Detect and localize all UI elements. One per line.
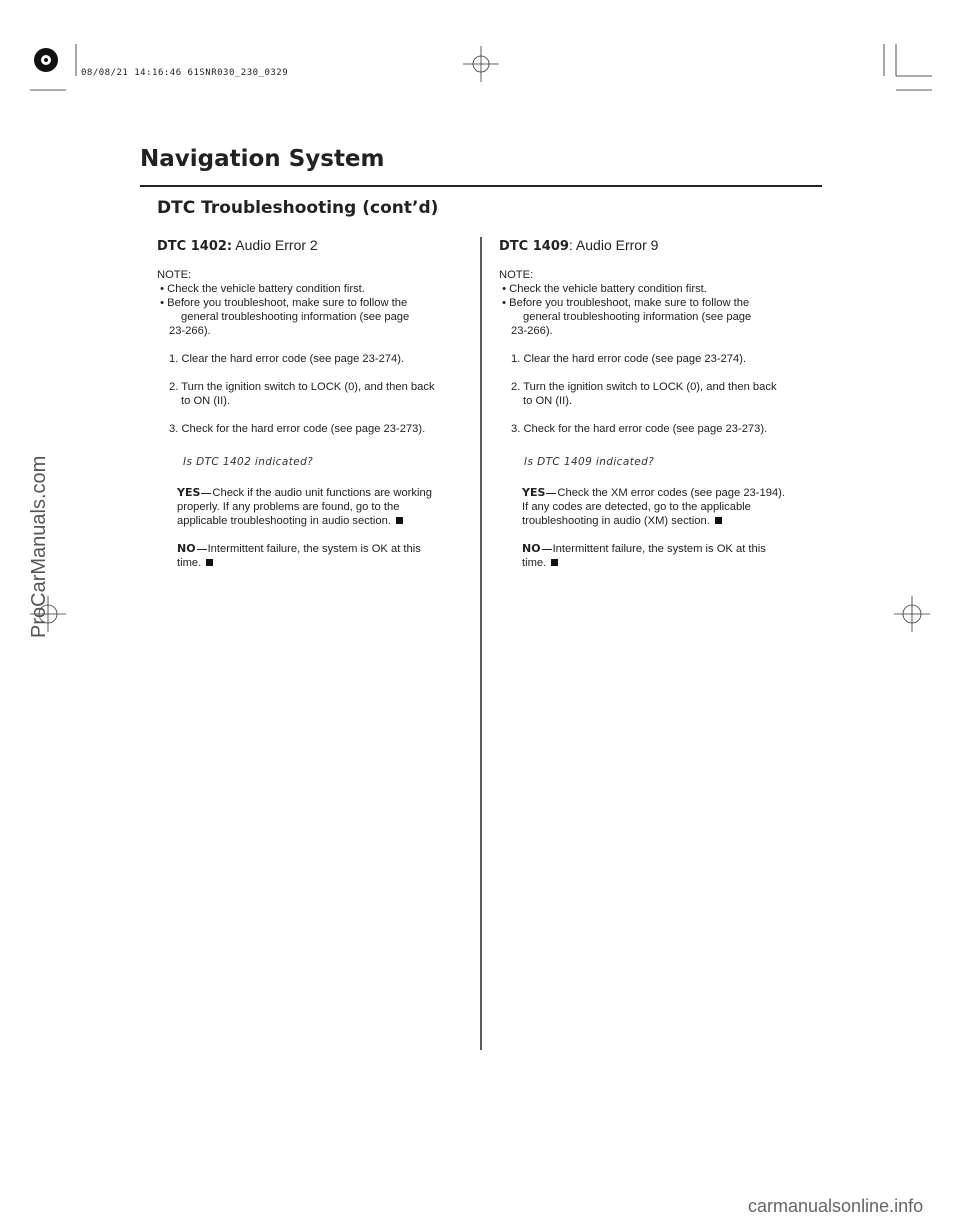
end-of-procedure-icon [551,559,558,566]
right-step-3: 3. Check for the hard error code (see page 23-273). [511,423,768,435]
right-yes-text-2: If any codes are detected, go to the applicable [522,501,751,513]
right-step-1: 1. Clear the hard error code (see page 23-274). [511,353,747,365]
right-dtc-heading [499,237,658,254]
right-no-answer [522,542,822,570]
left-yes-text-2: properly. If any problems are found, go to the [177,501,400,513]
left-yes-answer [177,486,477,528]
right-dtc-code: DTC 1409 [499,239,569,254]
left-note-label: NOTE: [157,269,192,281]
left-step-1: 1. Clear the hard error code (see page 23-274). [169,353,405,365]
right-yes-text-3: troubleshooting in audio (XM) section. [522,515,710,527]
bottom-watermark: carmanualsonline.info [748,1196,924,1216]
page-title: Navigation System [140,146,385,172]
left-note-bullet-2-cont: general troubleshooting information (see page [181,311,410,323]
left-dtc-heading [157,237,318,254]
right-note-bullet-2-page: 23-266). [511,325,553,337]
right-no-dash [542,549,552,550]
right-question: Is DTC 1409 indicated? [524,456,655,468]
left-procedure [157,268,472,436]
right-note-label: NOTE: [499,269,534,281]
right-note-bullet-1: • Check the vehicle battery condition first. [499,283,707,295]
crosshair-top [463,46,499,82]
left-note-bullet-2: • Before you troubleshoot, make sure to follow the [157,297,408,309]
right-dtc-name: : Audio Error 9 [568,237,659,253]
side-watermark: ProCarManuals.com [28,455,50,638]
left-step-3: 3. Check for the hard error code (see page 23-273). [169,423,426,435]
left-step-2-cont: to ON (II). [181,395,231,407]
left-no-text-2: time. [177,557,202,569]
end-of-procedure-icon [715,517,722,524]
print-stamp: 08/08/21 14:16:46 61SNR030_230_0329 [81,68,289,78]
left-question: Is DTC 1402 indicated? [183,456,314,468]
left-yes-text-1: Check if the audio unit functions are working [212,487,432,499]
left-step-2: 2. Turn the ignition switch to LOCK (0), and then back [169,381,435,393]
end-of-procedure-icon [396,517,403,524]
left-note-bullet-2-page: 23-266). [169,325,211,337]
left-yes-label: YES [177,486,201,499]
right-yes-label: YES [522,486,546,499]
right-no-text-1: Intermittent failure, the system is OK at this [552,543,766,555]
left-no-text-1: Intermittent failure, the system is OK at this [207,543,421,555]
right-procedure [499,268,814,436]
left-no-label: NO [177,542,196,555]
right-step-2: 2. Turn the ignition switch to LOCK (0), and then back [511,381,777,393]
registration-target-top-left [34,48,58,72]
right-yes-dash [546,493,556,494]
right-no-label: NO [522,542,541,555]
right-no-text-2: time. [522,557,547,569]
section-title: DTC Troubleshooting (cont’d) [157,198,439,218]
crosshair-right [894,596,930,632]
end-of-procedure-icon [206,559,213,566]
right-note-bullet-2: • Before you troubleshoot, make sure to follow the [499,297,750,309]
left-yes-dash [201,493,211,494]
right-yes-text-1: Check the XM error codes (see page 23-194). [557,487,786,499]
right-note-bullet-2-cont: general troubleshooting information (see page [523,311,752,323]
right-step-2-cont: to ON (II). [523,395,573,407]
left-dtc-name: Audio Error 2 [232,237,318,253]
left-no-dash [197,549,207,550]
right-yes-answer [522,486,822,528]
left-no-answer [177,542,477,570]
left-yes-text-3: applicable troubleshooting in audio section. [177,515,391,527]
left-note-bullet-1: • Check the vehicle battery condition first. [157,283,365,295]
left-dtc-code: DTC 1402: [157,239,233,254]
